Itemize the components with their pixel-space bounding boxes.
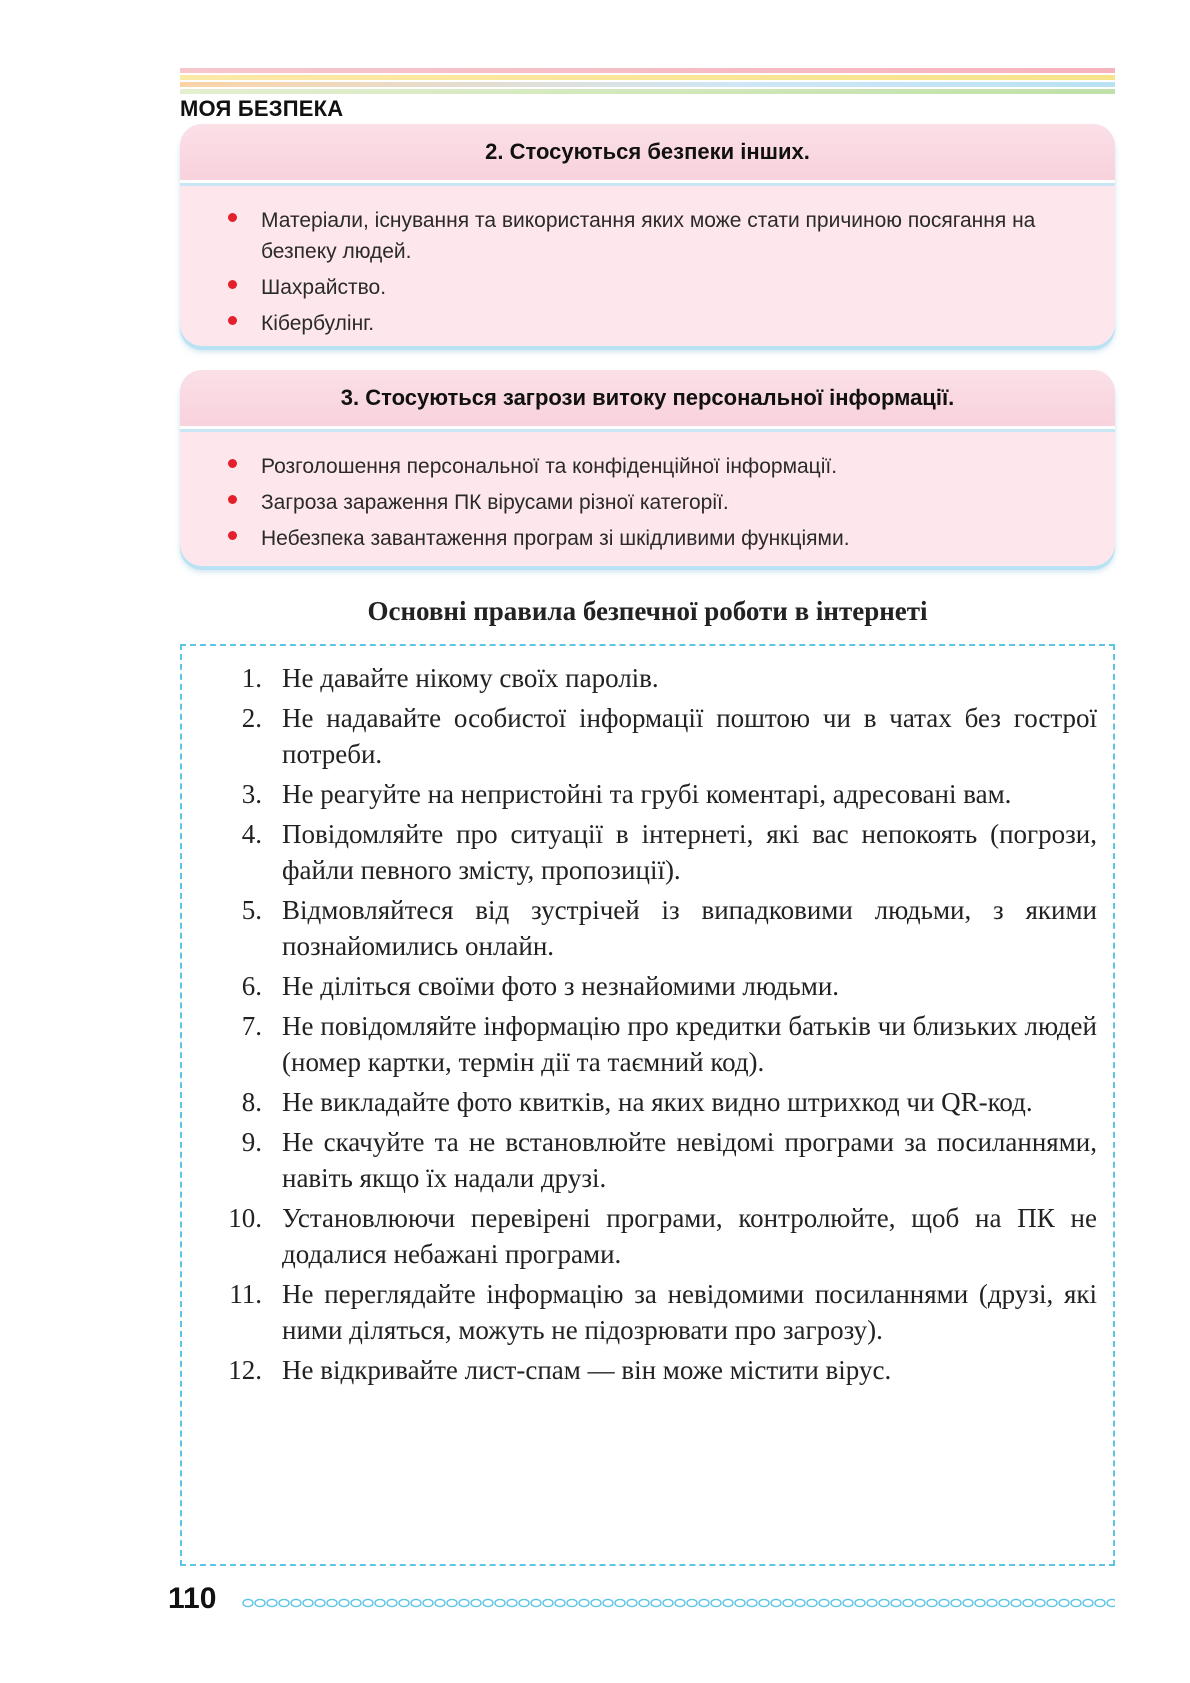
rules-list: [180, 644, 1115, 1566]
rule-text: Установлюючи перевірені програми, контролюйте, щоб на ПК не додалися небажані програми.: [282, 1203, 1097, 1269]
rule-item: [182, 1008, 1097, 1080]
list-item-text: Загроза зараження ПК вірусами різної категорії.: [261, 491, 729, 514]
card-list: [180, 183, 1115, 362]
list-item-text: Розголошення персональної та конфіденційної інформації.: [261, 455, 838, 478]
rule-item: [182, 1084, 1097, 1120]
card-list: [180, 429, 1115, 577]
list-item: [228, 523, 1095, 554]
rule-number: 6.: [241, 971, 262, 1001]
rule-item: [182, 892, 1097, 964]
rule-text: Не повідомляйте інформацію про кредитки батьків чи близьких людей (номер картки, термін дії та таємний код).: [282, 1011, 1097, 1077]
bullet-icon: [228, 531, 237, 540]
list-item: [228, 308, 1095, 339]
rule-text: Не надавайте особистої інформації поштою чи в чатах без гострої потреби.: [282, 703, 1097, 769]
rule-number: 4.: [241, 819, 262, 849]
rule-number: 12.: [228, 1355, 262, 1385]
rule-number: 1.: [241, 663, 262, 693]
rule-number: 3.: [241, 779, 262, 809]
rule-number: 11.: [229, 1279, 262, 1309]
card-title: 2. Стосуються безпеки інших.: [180, 124, 1115, 183]
rule-text: Не давайте нікому своїх паролів.: [282, 663, 659, 693]
rule-number: 9.: [241, 1127, 262, 1157]
rule-item: [182, 700, 1097, 772]
list-item-text: Матеріали, існування та використання яких може стати причиною посягання на безпеку людей.: [261, 209, 1036, 263]
bullet-icon: [228, 495, 237, 504]
decorative-top-stripes: [180, 68, 1115, 94]
rule-item: [182, 1352, 1097, 1388]
rule-text: Не викладайте фото квитків, на яких видно штрихкод чи QR-код.: [282, 1087, 1033, 1117]
list-item-text: Небезпека завантаження програм зі шкідливими функціями.: [261, 527, 850, 550]
rule-item: [182, 1276, 1097, 1348]
rule-item: [182, 1200, 1097, 1272]
rule-number: 5.: [241, 895, 262, 925]
rule-number: 8.: [241, 1087, 262, 1117]
list-item-text: Шахрайство.: [261, 276, 387, 299]
rule-text: Повідомляйте про ситуації в інтернеті, які вас непокоять (погрози, файли певного змісту, пропозиції).: [282, 819, 1097, 885]
decorative-chain-ornament: [242, 1596, 1115, 1608]
page-number: 110: [168, 1582, 217, 1615]
bullet-icon: [228, 316, 237, 325]
rule-text: Не відкривайте лист-спам — він може містити вірус.: [282, 1355, 892, 1385]
rule-item: [182, 776, 1097, 812]
rule-item: [182, 968, 1097, 1004]
card-data-leak: [180, 370, 1115, 566]
list-item: [228, 451, 1095, 482]
card-others-safety: [180, 124, 1115, 346]
list-item: [228, 205, 1095, 267]
rules-title: Основні правила безпечної роботи в інтернеті: [367, 596, 928, 626]
rule-text: Не діліться своїми фото з незнайомими людьми.: [282, 971, 840, 1001]
rule-number: 10.: [228, 1203, 262, 1233]
rule-text: Не реагуйте на непристойні та грубі коментарі, адресовані вам.: [282, 779, 1012, 809]
list-item: [228, 487, 1095, 518]
rule-text: Не переглядайте інформацію за невідомими посиланнями (друзі, які ними діляться, можуть не підозрювати про загрозу).: [282, 1279, 1097, 1345]
section-label: МОЯ БЕЗПЕКА: [180, 96, 344, 121]
rule-text: Відмовляйтеся від зустрічей із випадковими людьми, з якими познайомились онлайн.: [282, 895, 1097, 961]
bullet-icon: [228, 280, 237, 289]
rule-text: Не скачуйте та не встановлюйте невідомі програми за посиланнями, навіть якщо їх надали друзі.: [282, 1127, 1097, 1193]
rule-item: [182, 660, 1097, 696]
rule-number: 2.: [241, 703, 262, 733]
list-item-text: Кібербулінг.: [261, 312, 375, 335]
bullet-icon: [228, 213, 237, 222]
card-title: 3. Стосуються загрози витоку персональної інформації.: [180, 370, 1115, 429]
rule-item: [182, 816, 1097, 888]
list-item: [228, 272, 1095, 303]
rule-item: [182, 1124, 1097, 1196]
bullet-icon: [228, 459, 237, 468]
rule-number: 7.: [241, 1011, 262, 1041]
